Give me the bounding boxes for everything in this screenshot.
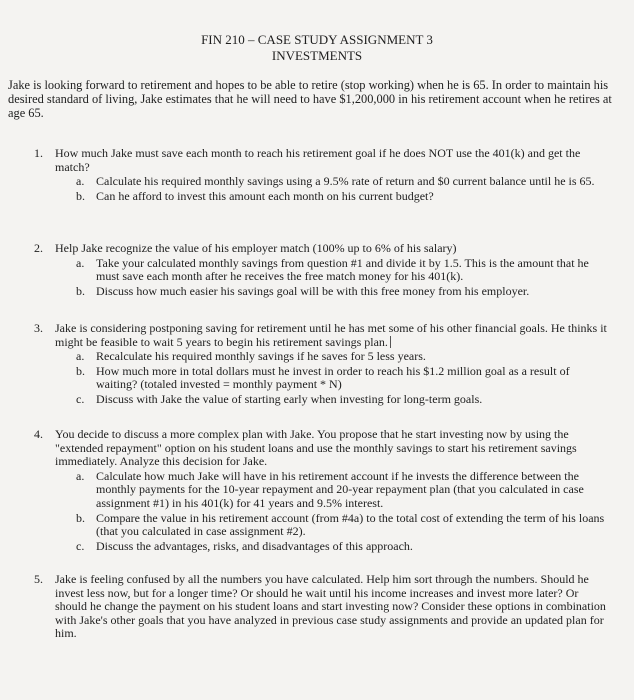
sub-letter: b.	[76, 363, 85, 378]
question-text: Jake is feeling confused by all the numbers you have calculated. Help him sort through the numbers. Should he invest less now, but for a longer time? Or should he wait until his income increases and invest more later? Or should he change the payment on his student loans and start investing now? Consider these options in combination with Jake's other goals that you have analyzed in previous case study assignments and provide an updated plan for him.	[55, 572, 606, 641]
question-5	[34, 573, 610, 641]
sub-text: Compare the value in his retirement account (from #4a) to the total cost of extending the term of his loans (that you calculated in case assignment #2).	[96, 510, 605, 539]
question-number: 4.	[34, 427, 43, 441]
sub-text: Can he afford to invest this amount each month on his current budget?	[96, 188, 434, 203]
question-text: How much Jake must save each month to reach his retirement goal if he does NOT use the 401(k) and get the match?	[55, 146, 581, 174]
question-2	[34, 242, 610, 298]
sub-text: How much more in total dollars must he invest in order to reach his $1.2 million goal as a result of waiting? (totaled invested = monthly payment * N)	[96, 363, 570, 392]
question-number: 2.	[34, 241, 43, 255]
question-text: Jake is considering postponing saving for retirement until he has met some of his other financial goals. He thinks it might be feasible to wait 5 years to begin his retirement savings plan.	[55, 321, 607, 349]
question-text: You decide to discuss a more complex plan with Jake. You propose that he start investing now by using the "extended repayment" option on his student loans and use the monthly savings to start his retirement savings immediately. Analyze this decision for Jake.	[55, 427, 577, 469]
question-number: 3.	[34, 321, 43, 335]
sub-question-3b	[76, 365, 610, 392]
sub-letter: a.	[76, 174, 85, 189]
sub-question-2a	[76, 257, 610, 284]
sub-letter: b.	[76, 510, 85, 525]
sub-text: Discuss with Jake the value of starting early when investing for long-term goals.	[96, 391, 483, 406]
title-topic-line: INVESTMENTS	[271, 48, 363, 63]
sub-text: Calculate his required monthly savings using a 9.5% rate of return and $0 current balance until he is 65.	[96, 174, 595, 189]
question-3	[34, 322, 610, 407]
sub-question-1b	[76, 190, 608, 204]
sub-letter: b.	[76, 188, 85, 203]
sub-letter: c.	[76, 538, 85, 553]
intro-paragraph: Jake is looking forward to retirement and hopes to be able to retire (stop working) when he is 65. In order to maintain his desired standard of living, Jake estimates that he will need to have $1,200,000 in his retirement account when he retires at age 65.	[8, 78, 612, 121]
question-number: 1.	[34, 146, 43, 160]
sub-question-3a	[76, 350, 610, 364]
sub-text: Discuss how much easier his savings goal will be with this free money from his employer.	[96, 283, 530, 298]
sub-question-4c	[76, 540, 610, 554]
sub-letter: b.	[76, 283, 85, 298]
sub-text: Calculate how much Jake will have in his retirement account if he invests the difference between the monthly payments for the 10-year repayment and 20-year repayment plan (that you calculated in case assignment #1) in his 401(k) for 41 years and 9.5% interest.	[96, 468, 584, 510]
sub-letter: a.	[76, 255, 85, 270]
sub-letter: a.	[76, 468, 85, 483]
question-1	[34, 147, 608, 203]
sub-text: Recalculate his required monthly savings if he saves for 5 less years.	[96, 349, 426, 364]
question-4	[34, 428, 610, 553]
question-text: Help Jake recognize the value of his employer match (100% up to 6% of his salary)	[55, 241, 457, 255]
sub-letter: c.	[76, 391, 85, 406]
document-title	[0, 32, 634, 64]
sub-text: Discuss the advantages, risks, and disadvantages of this approach.	[96, 538, 413, 553]
question-number: 5.	[34, 572, 43, 586]
sub-question-1a	[76, 175, 608, 189]
sub-text: Take your calculated monthly savings from question #1 and divide it by 1.5. This is the amount that he must save each month after he receives the free match money for his 401(k).	[96, 255, 589, 284]
sub-question-4a	[76, 470, 610, 511]
sub-question-2b	[76, 285, 610, 299]
sub-letter: a.	[76, 349, 85, 364]
title-course-line: FIN 210 – CASE STUDY ASSIGNMENT 3	[201, 32, 433, 47]
sub-question-4b	[76, 512, 610, 539]
sub-question-3c	[76, 393, 610, 407]
text-cursor	[390, 336, 391, 348]
